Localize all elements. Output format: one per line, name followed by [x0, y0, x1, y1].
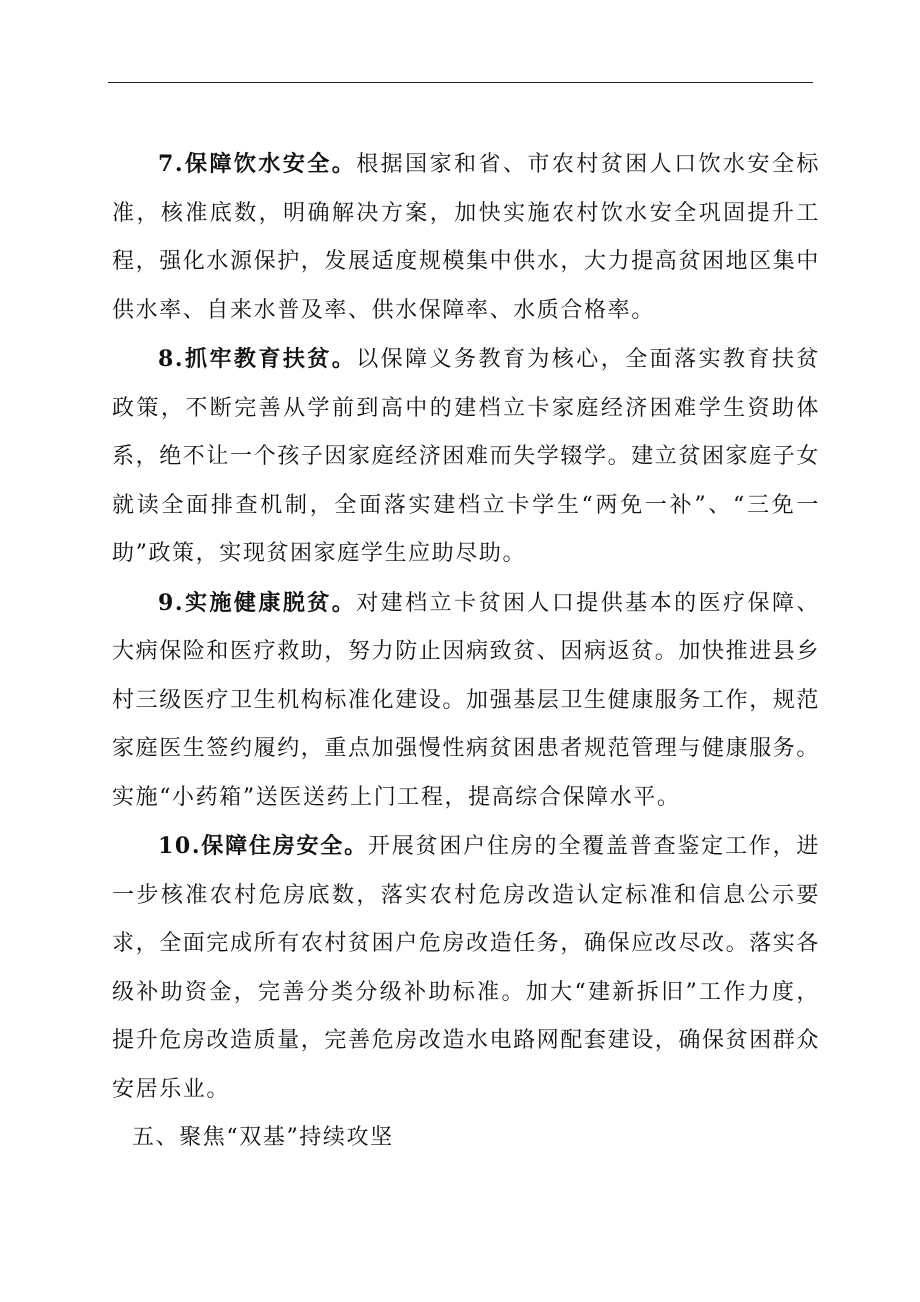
paragraph-education — [112, 335, 820, 579]
paragraph-text: 开展贫困户住房的全覆盖普查鉴定工作，进一步核准农村危房底数，落实农村危房改造认定标准和信息公示要求，全面完成所有农村贫困户危房改造任务，确保应改尽改。落实各级补助资金，完善分类分级补助标准。加大“建新拆旧”工作力度，提升危房改造质量，完善危房改造水电路网配套建设，确保贫困群众安居乐业。 — [112, 834, 821, 1102]
section-heading: 五、聚焦“双基”持续攻坚 — [132, 1125, 394, 1150]
paragraph-lead: 10.保障住房安全。 — [158, 833, 368, 859]
paragraph-housing — [112, 822, 820, 1114]
paragraph-lead: 7.保障饮水安全。 — [158, 151, 357, 177]
paragraph-health — [112, 579, 820, 823]
header-rule — [108, 82, 813, 83]
paragraph-text: 根据国家和省、市农村贫困人口饮水安全标准，核准底数，明确解决方案，加快实施农村饮水安全巩固提升工程，强化水源保护，发展适度规模集中供水，大力提高贫困地区集中供水率、自来水普及率、供水保障率、水质合格率。 — [112, 152, 821, 323]
document-body — [112, 140, 820, 1163]
paragraph-lead: 9.实施健康脱贫。 — [158, 589, 357, 616]
paragraph-lead: 8.抓牢教育扶贫。 — [158, 346, 357, 372]
paragraph-text: 以保障义务教育为核心，全面落实教育扶贫政策，不断完善从学前到高中的建档立卡家庭经济困难学生资助体系，绝不让一个孩子因家庭经济困难而失学辍学。建立贫困家庭子女就读全面排查机制，全面落实建档立卡学生“两免一补”、“三免一助”政策，实现贫困家庭学生应助尽助。 — [112, 347, 821, 566]
paragraph-drinking-water — [112, 140, 820, 335]
paragraph-text: 对建档立卡贫困人口提供基本的医疗保障、大病保险和医疗救助，努力防止因病致贫、因病返贫。加快推进县乡村三级医疗卫生机构标准化建设。加强基层卫生健康服务工作，规范家庭医生签约履约，重点加强慢性病贫困患者规范管理与健康服务。实施“小药箱”送医送药上门工程，提高综合保障水平。 — [112, 590, 821, 810]
